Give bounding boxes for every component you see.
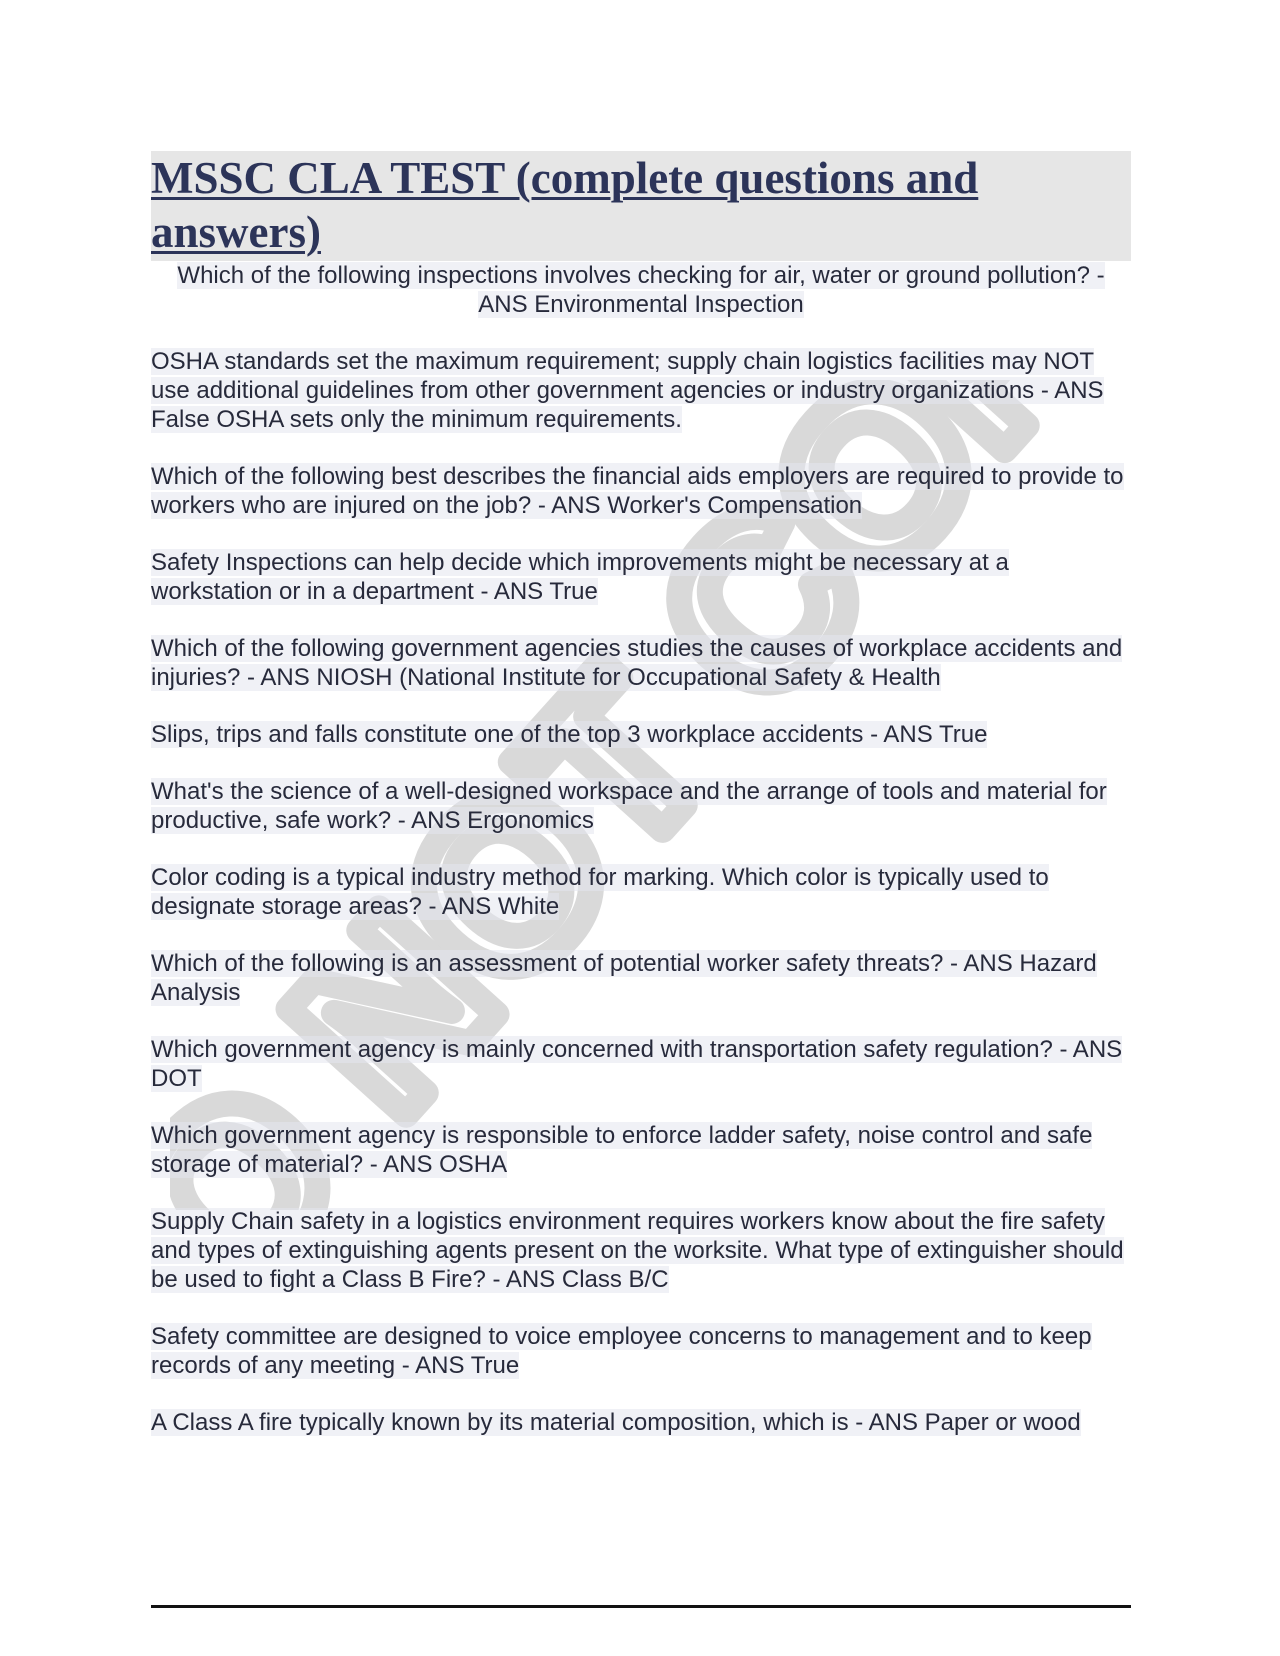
- qa-item: [151, 949, 1131, 1007]
- qa-item: [151, 1121, 1131, 1179]
- qa-text: Which government agency is responsible to enforce ladder safety, noise control and safe storage of material? - ANS OSHA: [151, 1122, 1093, 1178]
- qa-text: Color coding is a typical industry method for marking. Which color is typically used to designate storage areas? - ANS White: [151, 864, 1049, 920]
- qa-text: Which of the following inspections involves checking for air, water or ground pollution? - ANS Environmental Inspection: [177, 262, 1105, 318]
- qa-text: Supply Chain safety in a logistics environment requires workers know about the fire safety and types of extinguishing agents present on the worksite. What type of extinguisher should be used to fight a Class B Fire? - ANS Class B/C: [151, 1208, 1124, 1293]
- qa-item: [151, 548, 1131, 606]
- qa-item: [151, 1322, 1131, 1380]
- qa-text: A Class A fire typically known by its material composition, which is - ANS Paper or wood: [151, 1409, 1081, 1436]
- qa-text: Which of the following best describes the financial aids employers are required to provide to workers who are injured on the job? - ANS Worker's Compensation: [151, 463, 1124, 519]
- qa-text: Safety committee are designed to voice employee concerns to management and to keep records of any meeting - ANS True: [151, 1323, 1092, 1379]
- qa-item: [151, 720, 1131, 749]
- footer-divider: [151, 1605, 1131, 1608]
- qa-item: [151, 1035, 1131, 1093]
- qa-text: Which of the following is an assessment of potential worker safety threats? - ANS Hazard Analysis: [151, 950, 1097, 1006]
- qa-item: [151, 777, 1131, 835]
- qa-text: Which of the following government agencies studies the causes of workplace accidents and injuries? - ANS NIOSH (National Institute for Occupational Safety & Health: [151, 635, 1123, 691]
- qa-text: Slips, trips and falls constitute one of the top 3 workplace accidents - ANS True: [151, 721, 988, 748]
- qa-item: [151, 863, 1131, 921]
- qa-item: [151, 261, 1131, 319]
- qa-text: What's the science of a well-designed workspace and the arrange of tools and material for productive, safe work? - ANS Ergonomics: [151, 778, 1107, 834]
- qa-text: Which government agency is mainly concerned with transportation safety regulation? - ANS DOT: [151, 1036, 1123, 1092]
- document-body: [151, 151, 1131, 1437]
- qa-item: [151, 634, 1131, 692]
- qa-text: Safety Inspections can help decide which improvements might be necessary at a workstation or in a department - ANS True: [151, 549, 1009, 605]
- title-block: [151, 151, 1131, 261]
- qa-item: [151, 1408, 1131, 1437]
- page-title: MSSC CLA TEST (complete questions and answers): [151, 153, 979, 257]
- qa-item: [151, 462, 1131, 520]
- qa-item: [151, 1207, 1131, 1294]
- qa-item: [151, 347, 1131, 434]
- qa-text: OSHA standards set the maximum requirement; supply chain logistics facilities may NOT use additional guidelines from other government agencies or industry organizations - ANS False OSHA sets only the minimum requirements.: [151, 348, 1104, 433]
